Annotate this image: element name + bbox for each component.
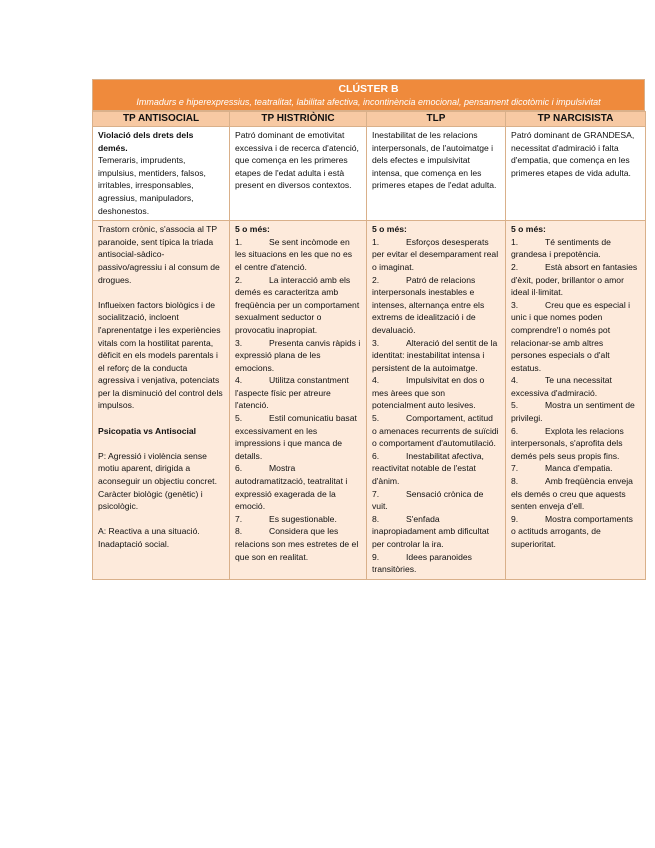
criteria-item <box>235 236 361 274</box>
antisocial-paragraph: P: Agressió i violència sense motiu aparent, dirigida a aconseguir un objectiu concret. Caràcter biològic (genètic) i psicològic. <box>98 450 217 512</box>
criteria-item <box>235 462 361 512</box>
criteria-item <box>372 513 500 551</box>
criteria-number: 5. <box>235 413 243 424</box>
criteria-item <box>372 337 500 375</box>
criteria-number: 7. <box>372 488 380 499</box>
criteria-text: Esforços desesperats per evitar el desemparament real o imaginat. <box>372 236 499 272</box>
criteria-item <box>511 425 640 463</box>
criteria-number: 4. <box>235 375 243 386</box>
criteria-item <box>511 299 640 375</box>
comparison-table <box>92 111 646 580</box>
antisocial-paragraph: Influeixen factors biològics i de socialització, incloent l'aprenentatge i les experiències vitals com la hostilitat parenta, dèficit en els models parentals i el reforç de la conducta agressiva i venjativa, potenciats per la disminució del control dels impulsos. <box>98 299 223 411</box>
narcisista-criteria <box>506 221 646 580</box>
criteria-item <box>372 274 500 337</box>
criteria-text: Manca d'empatia. <box>545 463 613 474</box>
criteria-text: Presenta canvis ràpids i expressió plana de les emocions. <box>235 337 361 373</box>
criteria-item <box>511 513 640 551</box>
antisocial-heading: Violació dels drets dels demés. <box>98 130 194 153</box>
histrionic-criteria <box>230 221 367 580</box>
criteria-text: Alteració del sentit de la identitat: inestabilitat intensa i persistent de la autoimatge. <box>372 337 498 373</box>
criteria-number: 8. <box>235 526 243 537</box>
criteria-item <box>372 412 500 450</box>
criteria-text: Es sugestionable. <box>269 513 337 524</box>
criteria-number: 9. <box>511 513 519 524</box>
narcisista-definition: Patró dominant de GRANDESA, necessitat d'admiració i falta d'empatia, que comença en les primeres etapes de vida adulta. <box>506 127 646 221</box>
criteria-number: 5. <box>511 400 519 411</box>
criteria-number: 6. <box>511 425 519 436</box>
criteria-number: 1. <box>372 236 380 247</box>
criteria-item <box>511 399 640 424</box>
criteria-item <box>235 513 361 526</box>
criteria-item <box>235 374 361 412</box>
criteria-number: 2. <box>235 274 243 285</box>
tlp-criteria <box>367 221 506 580</box>
criteria-number: 3. <box>511 299 519 310</box>
column-header-histrionic: TP HISTRIÒNIC <box>230 112 367 127</box>
criteria-row <box>93 221 646 580</box>
header-row <box>93 112 646 127</box>
criteria-item <box>235 337 361 375</box>
antisocial-paragraph: A: Reactiva a una situació. Inadaptació social. <box>98 526 200 549</box>
criteria-number: 5. <box>372 413 380 424</box>
criteria-text: Patró de relacions interpersonals inestables e intenses, alternança entre els extrems de idealització i de devaluació. <box>372 274 485 335</box>
criteria-text: La interacció amb els demés es caracteritza amb freqüència per un comportament sexualment seductor o provocatiu inapropiat. <box>235 274 360 335</box>
criteria-item <box>372 450 500 488</box>
antisocial-traits: Temeraris, imprudents, impulsius, mentiders, falsos, irritables, irresponsables, agressius, manipuladors, deshonestos. <box>98 155 206 216</box>
table-banner <box>92 79 645 111</box>
criteria-text: Explota les relacions interpersonals, s'aprofita dels demés pels seus propis fins. <box>511 425 624 461</box>
criteria-item <box>511 475 640 513</box>
criteria-text: Utilitza constantment l'aspecte físic per atreure l'atenció. <box>235 375 349 411</box>
criteria-text: Se sent incòmode en les situacions en les que no es el centre d'atenció. <box>235 236 353 272</box>
criteria-item <box>511 374 640 399</box>
definition-row <box>93 127 646 221</box>
criteria-lead: 5 o més: <box>235 224 270 235</box>
criteria-number: 2. <box>372 274 380 285</box>
psicopatia-heading: Psicopatia vs Antisocial <box>98 425 197 436</box>
criteria-list <box>372 236 500 576</box>
criteria-text: Te una necessitat excessiva d'admiració. <box>511 375 612 398</box>
criteria-text: Comportament, actitud o amenaces recurrents de suïcidi o comportament d'automutilació. <box>372 413 499 449</box>
criteria-text: S'enfada inapropiadament amb dificultat per controlar la ira. <box>372 513 490 549</box>
criteria-number: 7. <box>235 513 243 524</box>
criteria-number: 2. <box>511 261 519 272</box>
criteria-item <box>372 551 500 576</box>
criteria-text: Amb freqüència enveja els demés o creu que aquests senten enveja d'ell. <box>511 476 633 512</box>
antisocial-definition <box>93 127 230 221</box>
criteria-number: 1. <box>511 236 519 247</box>
criteria-text: Creu que es especial i unic i que nomes poden comprendre'l o només pot relacionar-se amb altres persones especials o d'alt estatus. <box>511 299 631 373</box>
criteria-number: 6. <box>235 463 243 474</box>
column-header-narcisista: TP NARCISISTA <box>506 112 646 127</box>
criteria-text: Inestabilitat afectiva, reactivitat notable de l'estat d'ànim. <box>372 450 484 487</box>
criteria-item <box>511 462 640 475</box>
criteria-number: 8. <box>372 513 380 524</box>
criteria-number: 9. <box>372 551 380 562</box>
criteria-lead: 5 o més: <box>372 224 407 235</box>
criteria-text: Mostra autodramatització, teatralitat i expressió exagerada de la emoció. <box>235 463 348 512</box>
criteria-number: 4. <box>372 375 380 386</box>
criteria-number: 1. <box>235 236 243 247</box>
criteria-number: 4. <box>511 375 519 386</box>
criteria-list <box>511 236 640 551</box>
criteria-item <box>235 412 361 462</box>
criteria-text: Té sentiments de grandesa i prepotència. <box>511 236 611 260</box>
criteria-item <box>372 236 500 274</box>
criteria-item <box>372 374 500 412</box>
criteria-item <box>235 274 361 337</box>
criteria-item <box>235 525 361 563</box>
criteria-text: Mostra comportaments o actituds arrogants, de superioritat. <box>511 513 633 549</box>
histrionic-definition: Patró dominant de emotivitat excessiva i de recerca d'atenció, que comença en les primeres etapes de l'edat adulta i està present en diversos contextos. <box>230 127 367 221</box>
criteria-lead: 5 o més: <box>511 224 546 235</box>
criteria-item <box>511 236 640 261</box>
criteria-number: 3. <box>235 337 243 348</box>
criteria-text: Estil comunicatiu basat excessivament en les impressions i que manca de detalls. <box>235 413 357 461</box>
cluster-b-table <box>92 79 645 580</box>
criteria-list <box>235 236 361 563</box>
criteria-item <box>372 488 500 513</box>
antisocial-paragraph: Trastorn crònic, s'associa al TP paranoide, sent típica la triada antisocial-sàdico-passivo/agressiu i al consum de drogues. <box>98 224 220 285</box>
criteria-number: 8. <box>511 476 519 487</box>
criteria-item <box>511 261 640 299</box>
criteria-number: 3. <box>372 337 380 348</box>
banner-title: CLÚSTER B <box>338 83 399 95</box>
criteria-number: 7. <box>511 463 519 474</box>
column-header-antisocial: TP ANTISOCIAL <box>93 112 230 127</box>
tlp-definition: Inestabilitat de les relacions interpersonals, de l'autoimatge i dels efectes e impulsivitat intensa, que comença en les primeres etapes de l'edat adulta. <box>367 127 506 221</box>
criteria-text: Sensació crònica de vuit. <box>372 488 484 512</box>
criteria-text: Idees paranoides transitòries. <box>372 551 472 575</box>
criteria-text: Impulsivitat en dos o mes àrees que son potencialment auto lesives. <box>372 375 485 411</box>
criteria-text: Considera que les relacions son mes estretes de el que son en realitat. <box>235 526 359 562</box>
criteria-number: 6. <box>372 450 380 461</box>
antisocial-details <box>93 221 230 580</box>
banner-subtitle: Immadurs e hiperexpressius, teatralitat, labilitat afectiva, incontinència emocional, pensament dicotòmic i impulsivitat <box>136 97 601 107</box>
criteria-text: Mostra un sentiment de privilegi. <box>511 400 635 424</box>
column-header-tlp: TLP <box>367 112 506 127</box>
criteria-text: Està absort en fantasies d'èxit, poder, brillantor o amor ideal il·limitat. <box>511 261 638 298</box>
